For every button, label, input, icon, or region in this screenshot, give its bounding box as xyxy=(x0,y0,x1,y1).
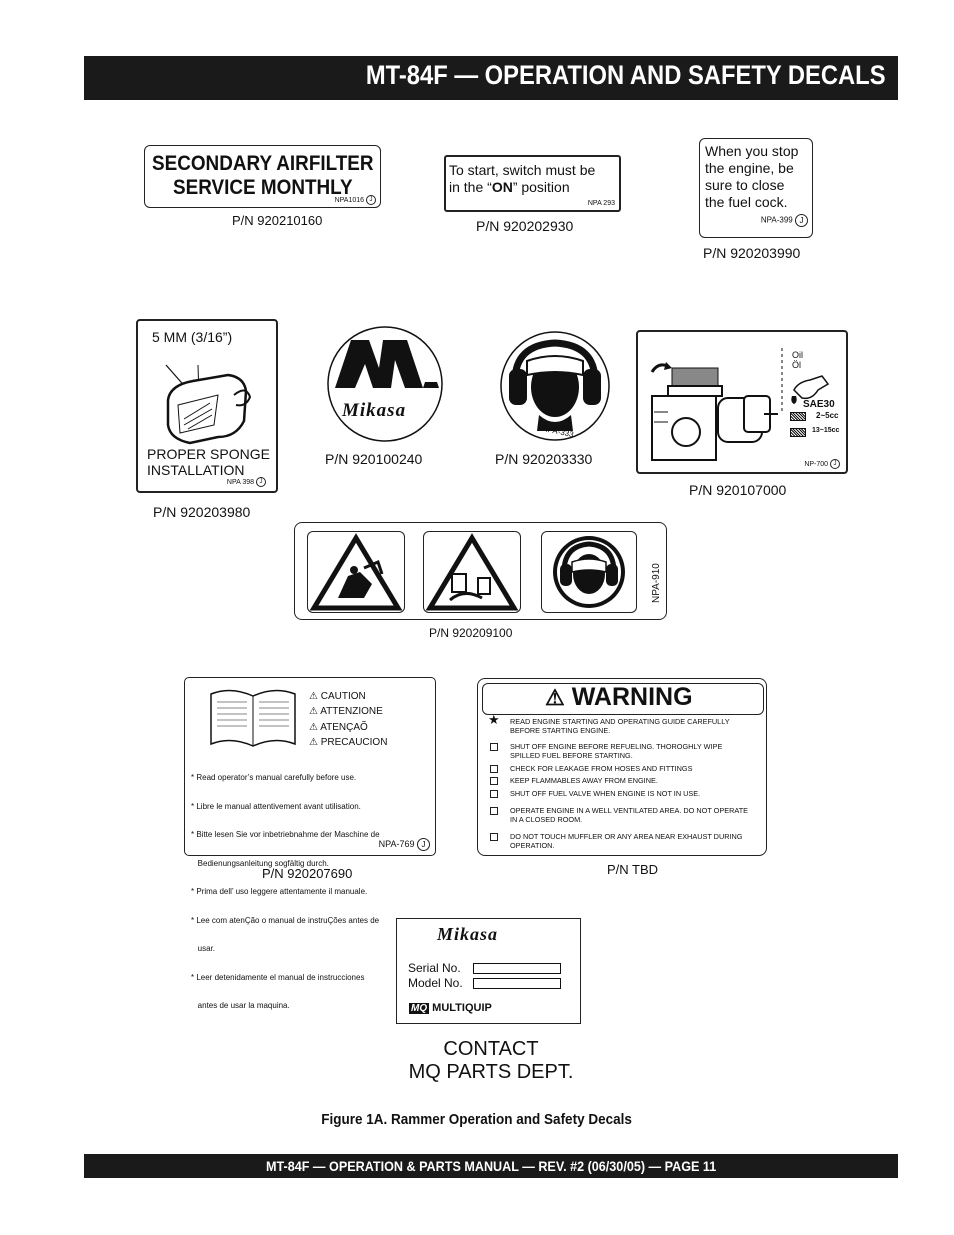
ppe-panel xyxy=(541,531,637,613)
star-icon: ★ xyxy=(488,712,500,727)
caution-row xyxy=(309,689,387,704)
j-mark-icon: J xyxy=(256,477,266,487)
ear-eye-protection-icon xyxy=(542,532,636,612)
decal-airfilter xyxy=(144,145,381,208)
start-pn: P/N 920202930 xyxy=(476,218,574,234)
warning-item-text: SHUT OFF ENGINE BEFORE REFUELING. THOROGHLY WIPE SPILLED FUEL BEFORE STARTING. xyxy=(510,742,723,760)
airfilter-line1: SECONDARY AIRFILTER xyxy=(152,152,374,175)
warning-triangle-icon: ⚠ xyxy=(545,685,565,710)
start-line1: To start, switch must be xyxy=(449,162,596,178)
manual-line: * Lee com atenÇão o manual de instruÇões antes de xyxy=(191,915,380,925)
warning-item-text: READ ENGINE STARTING AND OPERATING GUIDE CAREFULLY BEFORE STARTING ENGINE. xyxy=(510,717,730,735)
stop-text xyxy=(705,143,798,211)
oil-swatch-2 xyxy=(790,428,806,437)
sponge-pn: P/N 920203980 xyxy=(153,504,251,520)
warning-triangle-icon: ⚠ xyxy=(309,706,318,718)
model-blank xyxy=(473,978,561,989)
manual-pn: P/N 920207690 xyxy=(262,866,353,881)
checkbox-square-icon xyxy=(490,743,498,751)
warning-pn: P/N TBD xyxy=(607,862,659,877)
caution-label: PRECAUCION xyxy=(320,736,388,748)
dashed-line xyxy=(776,346,788,416)
airfilter-code: NPA1016 xyxy=(334,196,365,204)
oil-label-1: Oil xyxy=(792,350,803,360)
triple-pn: P/N 920209100 xyxy=(429,626,513,640)
serial-label: Serial No. xyxy=(408,961,461,975)
warning-item-text: DO NOT TOUCH MUFFLER OR ANY AREA NEAR EXHAUST DURING OPERATION. xyxy=(510,832,743,850)
caution-row xyxy=(309,704,387,719)
caution-row xyxy=(309,720,387,735)
multiquip-logo xyxy=(409,1002,492,1014)
manual-lines xyxy=(191,754,380,1030)
warning-triangle-icon: ⚠ xyxy=(309,721,318,733)
warning-header xyxy=(482,683,764,715)
checkbox-square-icon xyxy=(490,807,498,815)
caution-label: ATTENZIONE xyxy=(320,706,383,718)
oil-pn: P/N 920107000 xyxy=(689,482,787,498)
manual-line: * Prima dell’ uso leggere attentamente il manuale. xyxy=(191,887,368,896)
warning-title-wrap xyxy=(545,683,693,712)
checkbox-square-icon xyxy=(490,765,498,773)
decal-oil xyxy=(636,330,848,474)
contact-text xyxy=(401,1038,581,1084)
airfilter-code-wrap xyxy=(335,195,376,205)
stop-line2: the engine, be xyxy=(705,160,794,176)
manual-line: antes de usar la maquina. xyxy=(191,1001,290,1010)
crush-warning-icon xyxy=(308,532,404,612)
figure-caption-text: Figure 1A. Rammer Operation and Safety Decals xyxy=(321,1111,633,1128)
manual-line: * Read operator’s manual carefully before use. xyxy=(191,773,357,782)
warning-item-text: CHECK FOR LEAKAGE FROM HOSES AND FITTINGS xyxy=(510,764,693,773)
manual-line: * Bitte lesen Sie vor inbetriebnahme der Maschine de xyxy=(191,830,380,839)
start-line2-pre: in the “ xyxy=(449,179,492,195)
serial-brand: Mikasa xyxy=(437,924,499,944)
start-code: NPA 293 xyxy=(587,200,615,207)
checkbox-square-icon xyxy=(490,777,498,785)
manual-code-wrap xyxy=(379,838,430,851)
oil-cc2: 13~15cc xyxy=(812,427,840,434)
checkbox-square-icon xyxy=(490,833,498,841)
decal-serial xyxy=(396,918,581,1024)
stop-code: NPA-399 xyxy=(760,215,793,225)
stop-line4: the fuel cock. xyxy=(705,194,788,210)
multiquip-text: MULTIQUIP xyxy=(432,1002,492,1014)
warning-triangle-icon: ⚠ xyxy=(309,691,318,702)
decal-stop xyxy=(699,138,813,238)
manual-code: NPA-769 xyxy=(378,838,415,849)
triple-code: NPA-910 xyxy=(651,563,662,603)
j-mark-icon: J xyxy=(830,459,840,469)
page-header xyxy=(84,56,898,100)
warning-triangle-icon: ⚠ xyxy=(309,736,318,748)
start-line2 xyxy=(449,179,570,195)
ear-code: NPA-333 xyxy=(541,423,575,440)
contact-line2: MQ PARTS DEPT. xyxy=(408,1061,574,1083)
decal-start xyxy=(444,155,621,212)
hand-warning-panel xyxy=(423,531,521,613)
caution-label: ATENÇAÕ xyxy=(320,721,368,733)
caution-list xyxy=(309,689,387,750)
sponge-illustration xyxy=(148,345,268,445)
caution-label: CAUTION xyxy=(320,691,366,702)
start-on: ON xyxy=(491,179,513,195)
oil-cc1: 2~5cc xyxy=(816,411,839,420)
sponge-text xyxy=(147,446,270,478)
logo-pn: P/N 920100240 xyxy=(325,451,423,467)
caution-row xyxy=(309,735,387,750)
sponge-code-wrap xyxy=(227,477,266,487)
manual-line: * Libre le manual attentivement avant utilisation. xyxy=(191,801,361,811)
decal-sponge xyxy=(136,319,278,493)
warning-item-text: OPERATE ENGINE IN A WELL VENTILATED AREA. DO NOT OPERATE IN A CLOSED ROOM. xyxy=(510,806,749,824)
figure-caption xyxy=(0,1111,954,1128)
manual-line: Bedienungsanleitung sogfältig durch. xyxy=(191,858,329,868)
j-mark-icon: J xyxy=(366,195,376,205)
mikasa-brand: Mikasa xyxy=(342,400,407,421)
open-book-icon xyxy=(207,684,299,752)
ear-pn: P/N 920203330 xyxy=(495,451,593,467)
crush-warning-panel xyxy=(307,531,405,613)
sponge-code: NPA 398 xyxy=(226,478,255,486)
contact-line1: CONTACT xyxy=(443,1038,539,1060)
airfilter-pn: P/N 920210160 xyxy=(232,213,323,228)
footer-text: MT-84F — OPERATION & PARTS MANUAL — REV. #2 (06/30/05) — PAGE 11 xyxy=(265,1158,717,1174)
oil-code: NP-700 xyxy=(804,460,829,468)
manual-line: * Leer detenidamente el manual de instrucciones xyxy=(191,972,365,982)
mq-logo-mark: MQ xyxy=(411,1003,428,1014)
sponge-dim: 5 MM (3/16”) xyxy=(152,329,233,345)
oil-swatch-1 xyxy=(790,412,806,421)
decal-triple xyxy=(294,522,667,620)
airfilter-line2: SERVICE MONTHLY xyxy=(173,176,353,199)
manual-line: usar. xyxy=(191,944,216,953)
warning-item-text: SHUT OFF FUEL VALVE WHEN ENGINE IS NOT IN USE. xyxy=(510,789,701,798)
stop-line3: sure to close xyxy=(705,177,785,193)
serial-blank xyxy=(473,963,561,974)
j-mark-icon: J xyxy=(795,214,808,227)
stop-code-wrap xyxy=(761,214,808,227)
serial-labels xyxy=(408,961,463,991)
oil-sae: SAE30 xyxy=(803,399,835,410)
page-title: MT-84F — OPERATION AND SAFETY DECALS xyxy=(366,60,886,90)
start-line2-post: ” position xyxy=(512,179,570,195)
stop-pn: P/N 920203990 xyxy=(703,245,801,261)
warning-title: WARNING xyxy=(571,683,693,711)
oil-code-wrap xyxy=(804,459,840,469)
sponge-line1: PROPER SPONGE xyxy=(147,446,270,462)
page-footer xyxy=(84,1154,898,1178)
hand-warning-icon xyxy=(424,532,520,612)
oil-label-2: Öl xyxy=(792,360,801,370)
model-label: Model No. xyxy=(408,976,463,990)
mikasa-logo-decal xyxy=(325,324,445,444)
j-mark-icon: J xyxy=(417,838,430,851)
warning-item-text: KEEP FLAMMABLES AWAY FROM ENGINE. xyxy=(510,776,658,785)
checkbox-square-icon xyxy=(490,790,498,798)
stop-line1: When you stop xyxy=(705,143,799,159)
sponge-line2: INSTALLATION xyxy=(147,462,245,478)
decal-warning xyxy=(477,678,767,856)
